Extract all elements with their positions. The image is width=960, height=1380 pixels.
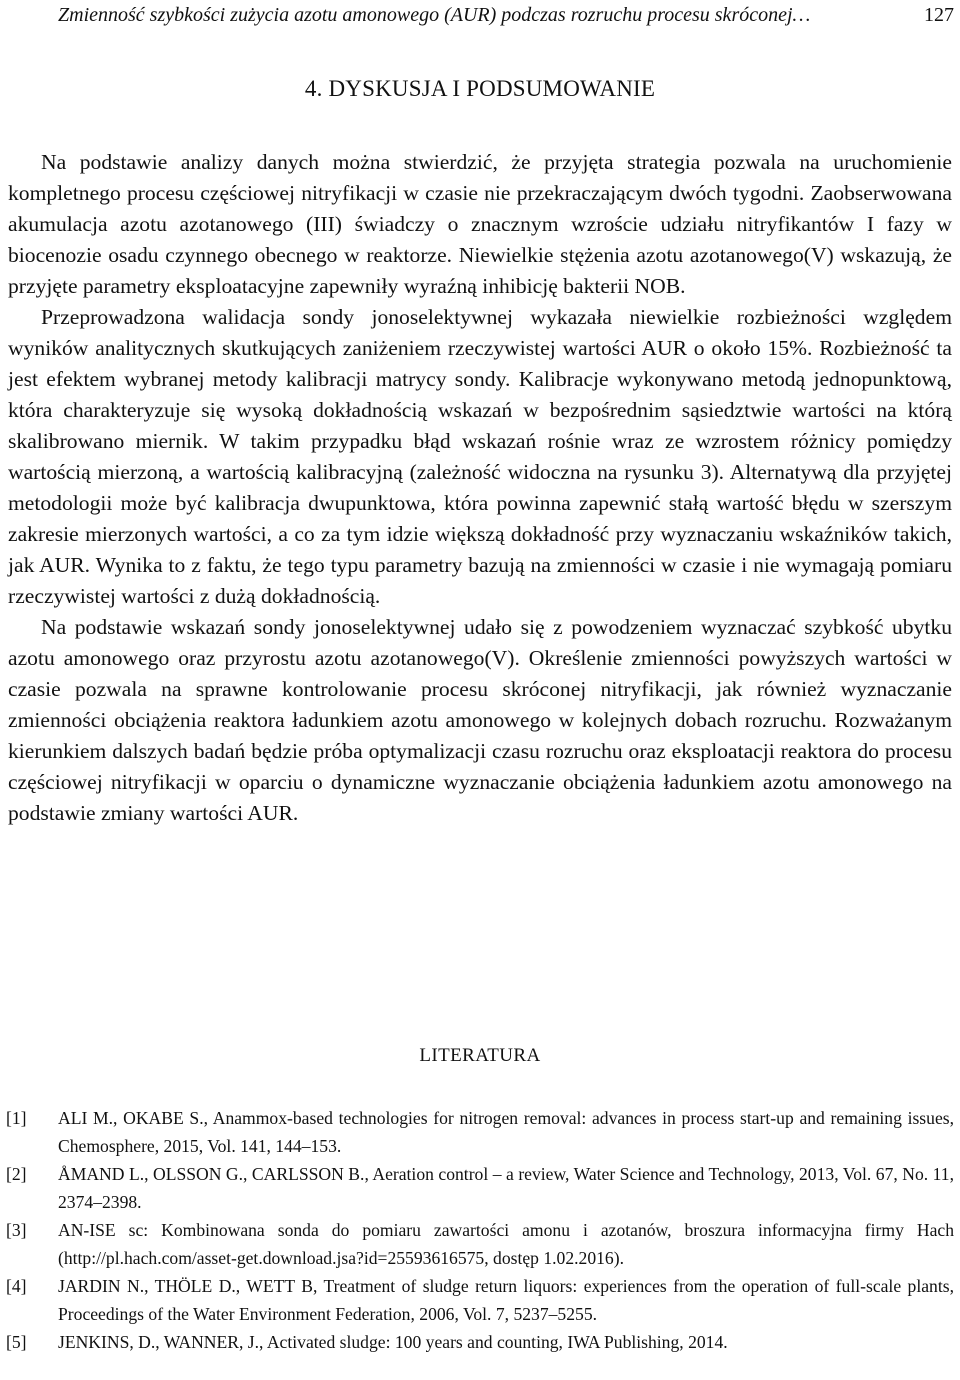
paragraph: Na podstawie analizy danych można stwierdzić, że przyjęta strategia pozwala na uruchomienie kompletnego procesu częściowej nitryfikacji w czasie nie przekraczającym dwóch tygodni. Zaobserwowana akumulacja azotu azotanowego (III) świadczy o znacznym wzroście udziału nitryfikantów I fazy w biocenozie osadu czynnego obecnego w reaktorze. Niewielkie stężenia azotu azotanowego(V) wskazują, że przyjęte parametry eksploatacyjne zapewniły wyraźną inhibicję bakterii NOB. [8, 150, 952, 298]
reference-text: ALI M., OKABE S., Anammox-based technologies for nitrogen removal: advances in process start-up and remaining issues, Chemosphere, 2015, Vol. 141, 144–153. [58, 1108, 954, 1156]
reference-text: JENKINS, D., WANNER, J., Activated sludge: 100 years and counting, IWA Publishing, 2014. [58, 1332, 728, 1352]
reference-item [6, 1216, 954, 1272]
reference-item [6, 1104, 954, 1160]
section-heading: 4. DYSKUSJA I PODSUMOWANIE [304, 76, 656, 101]
reference-text: JARDIN N., THÖLE D., WETT B, Treatment of sludge return liquors: experiences from the operation of full-scale plants, Proceedings of the Water Environment Federation, 2006, Vol. 7, 5237–5255. [58, 1276, 954, 1324]
reference-number: [1] [6, 1108, 27, 1128]
paragraph: Na podstawie wskazań sondy jonoselektywnej udało się z powodzeniem wyznaczać szybkość ubytku azotu amonowego oraz przyrostu azotu azotanowego(V). Określenie zmienności powyższych wartości w czasie pozwala na sprawne kontrolowanie procesu skróconej nitryfikacji, jak również wyznaczanie zmienności obciążenia reaktora ładunkiem azotu amonowego w kolejnych dobach rozruchu. Rozważanym kierunkiem dalszych badań będzie próba optymalizacji czasu rozruchu oraz eksploatacji reaktora do procesu częściowej nitryfikacji w oparciu o dynamiczne wyznaczanie obciążenia ładunkiem azotu amonowego na podstawie zmiany wartości AUR. [8, 615, 952, 825]
reference-list [6, 1104, 954, 1356]
literature-heading: LITERATURA [419, 1045, 541, 1066]
reference-number: [2] [6, 1164, 27, 1184]
reference-text: AN-ISE sc: Kombinowana sonda do pomiaru zawartości amonu i azotanów, broszura informacyjna firmy Hach (http://pl.hach.com/asset-get.download.jsa?id=25593616575, dostęp 1.02.2016). [58, 1220, 954, 1268]
reference-number: [4] [6, 1276, 27, 1296]
running-title: Zmienność szybkości zużycia azotu amonowego (AUR) podczas rozruchu procesu skróconej… [58, 4, 811, 26]
paragraph: Przeprowadzona walidacja sondy jonoselektywnej wykazała niewielkie rozbieżności względem wyników analitycznych skutkujących zaniżeniem rzeczywistej wartości AUR o około 15%. Rozbieżność ta jest efektem wybranej metody kalibracji matrycy sondy. Kalibracje wykonywano metodą jednopunktową, która charakteryzuje się wysoką dokładnością wskazań w bezpośrednim sąsiedztwie wartości na którą skalibrowano miernik. W takim przypadku błąd wskazań rośnie wraz ze wzrostem różnicy pomiędzy wartością mierzoną, a wartością kalibracyjną (zależność widoczna na rysunku 3). Alternatywą dla przyjętej metodologii może być kalibracja dwupunktowa, która powinna zapewnić stałą wartość błędu w szerszym zakresie mierzonych wartości, a co za tym idzie większą dokładność przy wyznaczaniu wskaźników takich, jak AUR. Wynika to z faktu, że tego typu parametry bazują na zmienności w czasie i nie wymagają pomiaru rzeczywistej wartości z dużą dokładnością. [8, 305, 952, 608]
section-body [8, 147, 952, 829]
running-header [58, 2, 958, 28]
page-number: 127 [924, 4, 954, 26]
reference-item [6, 1272, 954, 1328]
reference-number: [5] [6, 1332, 27, 1352]
reference-item [6, 1160, 954, 1216]
reference-text: ÅMAND L., OLSSON G., CARLSSON B., Aeration control – a review, Water Science and Technology, 2013, Vol. 67, No. 11, 2374–2398. [58, 1164, 954, 1212]
reference-number: [3] [6, 1220, 27, 1240]
reference-item [6, 1328, 954, 1356]
